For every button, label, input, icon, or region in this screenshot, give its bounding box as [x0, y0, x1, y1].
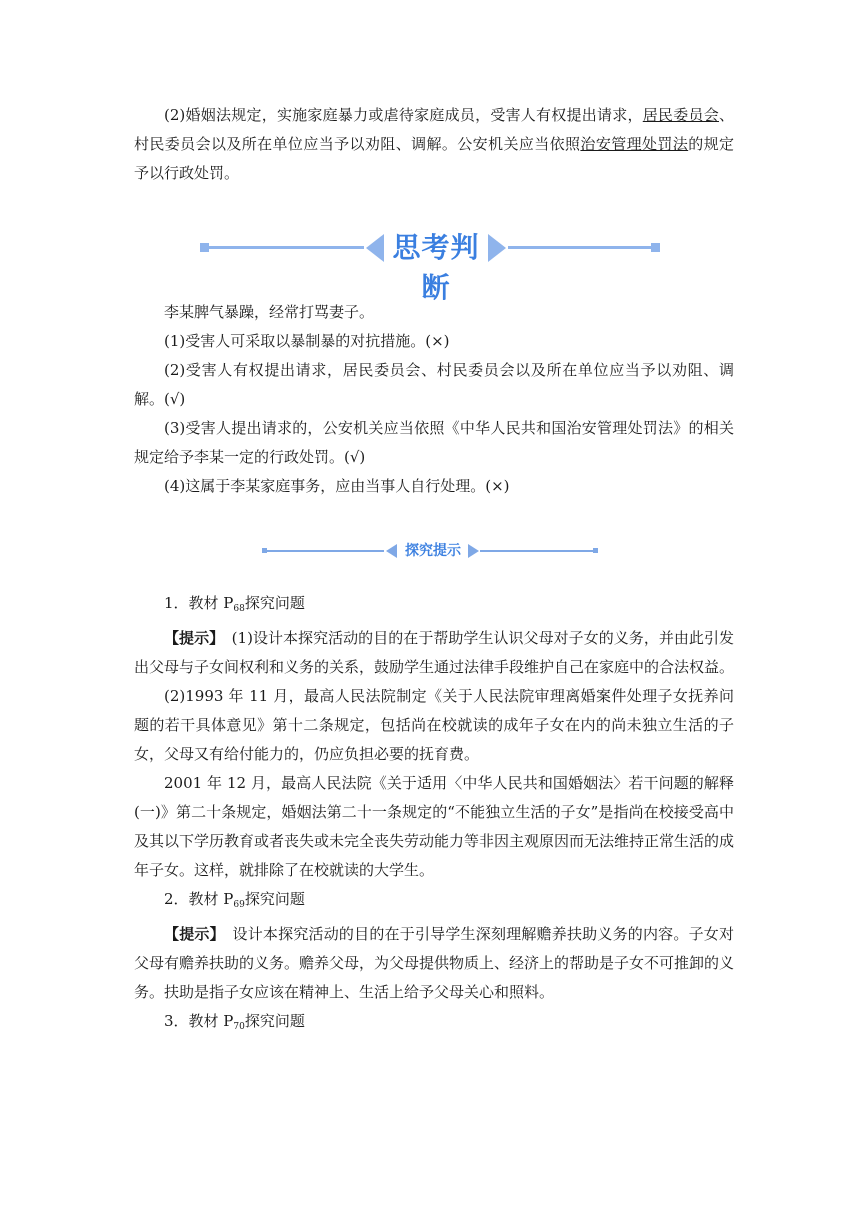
- small-banner-left-line: [266, 550, 384, 552]
- small-banner-right-arrow-icon: [468, 544, 479, 558]
- underlined-term-security-law: 治安管理处罚法: [580, 135, 689, 153]
- tip-label: 【提示】: [164, 925, 218, 943]
- explore-question-3: [134, 1007, 734, 1042]
- tip-label: 【提示】: [164, 629, 217, 647]
- tip-text: (1)设计本探究活动的目的在于帮助学生认识父母对子女的义务，并由此引发出父母与子女间权利和义务的关系，鼓励学生通过法律手段维护自己在家庭中的合法权益。: [134, 629, 735, 676]
- banner-left-arrow-icon: [366, 234, 384, 262]
- underlined-term-residents-committee: 居民委员会: [642, 106, 719, 124]
- small-banner-left-arrow-icon: [386, 544, 397, 558]
- page-subscript: 70: [233, 1022, 245, 1032]
- intro-section: [134, 101, 734, 188]
- judgement-stem: 李某脾气暴躁，经常打骂妻子。: [164, 303, 375, 321]
- explore-question-2: [134, 885, 734, 920]
- intro-text-c: 的规定予以行政处罚。: [134, 135, 734, 182]
- explore-tip-2: [134, 920, 734, 1007]
- question-prefix: 2．教材 P: [164, 890, 234, 908]
- intro-paragraph: [134, 101, 734, 188]
- judgement-item: (2)受害人有权提出请求，居民委员会、村民委员会以及所在单位应当予以劝阻、调解。(√): [134, 361, 734, 408]
- judgement-item: (3)受害人提出请求的，公安机关应当依照《中华人民共和国治安管理处罚法》的相关规定给予李某一定的行政处罚。(√): [134, 419, 734, 466]
- small-banner-right-line: [480, 550, 593, 552]
- intro-text-a: (2)婚姻法规定，实施家庭暴力或虐待家庭成员，受害人有权提出请求，: [164, 106, 643, 124]
- banner-right-dot: [651, 243, 660, 252]
- intro-text-b: 、村民委员会以及所在单位应当予以劝阻、调解。公安机关应当依照: [134, 106, 734, 153]
- banner-right-line: [508, 246, 652, 249]
- page-subscript: 69: [233, 900, 245, 910]
- page-subscript: 68: [233, 604, 245, 614]
- banner-right-arrow-icon: [488, 234, 506, 262]
- explore-paragraph: (2)1993 年 11 月，最高人民法院制定《关于人民法院审理离婚案件处理子女抚养问题的若干具体意见》第十二条规定，包括尚在校就读的成年子女在内的尚未独立生活的子女，父母又有给付能力的，仍应负担必要的抚育费。: [134, 687, 734, 763]
- question-prefix: 3．教材 P: [164, 1012, 234, 1030]
- section-banner-judgement: [200, 228, 660, 304]
- banner-title: 思考判断: [392, 231, 480, 304]
- judgement-section: [134, 298, 734, 501]
- explore-paragraph: 2001 年 12 月，最高人民法院《关于适用〈中华人民共和国婚姻法〉若干问题的解释(一)》第二十条规定，婚姻法第二十一条规定的“不能独立生活的子女”是指尚在校接受高中及其以下学历教育或者丧失或未完全丧失劳动能力等非因主观原因而无法维持正常生活的成年子女。这样，就排除了在校就读的大学生。: [134, 774, 735, 879]
- question-suffix: 探究问题: [244, 1012, 305, 1030]
- banner-left-line: [206, 246, 364, 249]
- question-suffix: 探究问题: [244, 890, 305, 908]
- explore-section: [134, 589, 734, 1042]
- small-banner-right-dot: [593, 548, 598, 553]
- question-suffix: 探究问题: [244, 594, 305, 612]
- section-banner-explore: [262, 540, 598, 562]
- tip-text: 设计本探究活动的目的在于引导学生深刻理解赡养扶助义务的内容。子女对父母有赡养扶助的义务。赡养父母，为父母提供物质上、经济上的帮助是子女不可推卸的义务。扶助是指子女应该在精神上、生活上给予父母关心和照料。: [134, 925, 735, 1001]
- small-banner-title: 探究提示: [405, 543, 461, 559]
- judgement-item: (1)受害人可采取以暴制暴的对抗措施。(×): [164, 332, 450, 350]
- explore-tip-1: [134, 624, 734, 682]
- explore-question-1: [134, 589, 734, 624]
- question-prefix: 1．教材 P: [164, 594, 234, 612]
- judgement-item: (4)这属于李某家庭事务，应由当事人自行处理。(×): [164, 477, 510, 495]
